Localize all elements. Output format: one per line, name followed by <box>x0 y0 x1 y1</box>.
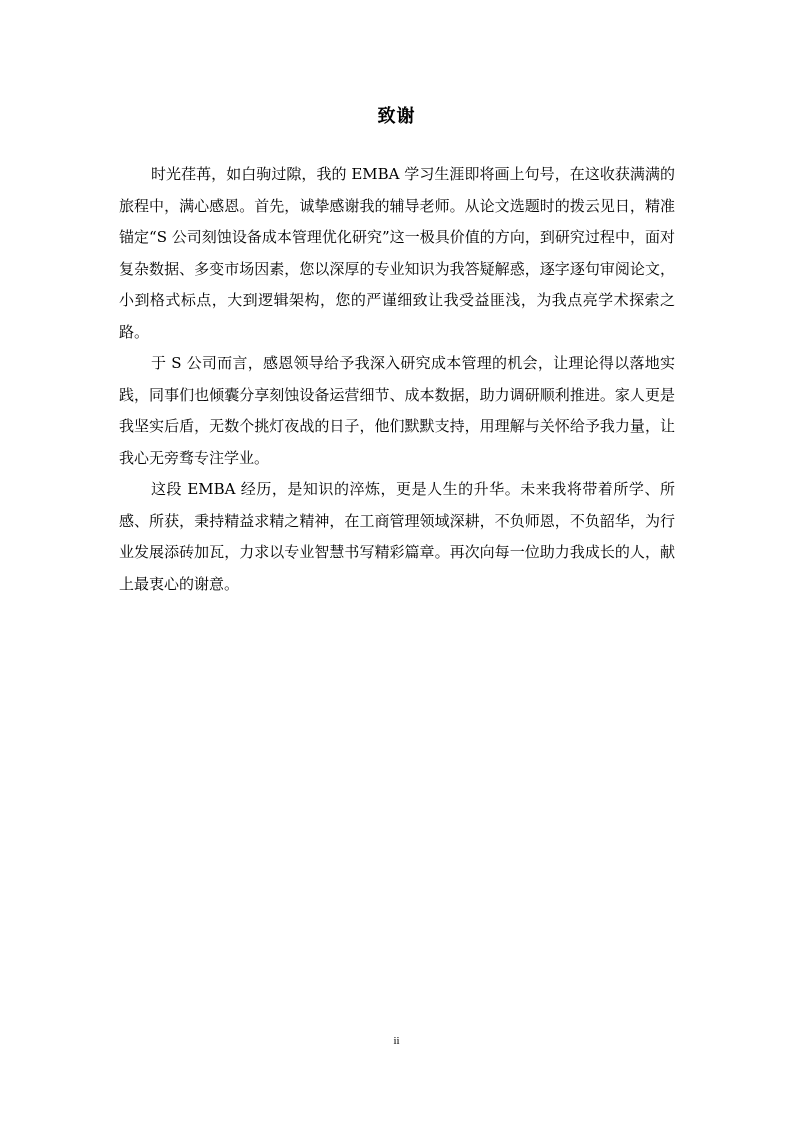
acknowledgement-body <box>119 159 675 600</box>
page-title: 致谢 <box>377 106 416 127</box>
paragraph-closing: 这段 EMBA 经历，是知识的淬炼，更是人生的升华。未来我将带着所学、所感、所获，秉持精益求精之精神，在工商管理领域深耕，不负师恩，不负韶华，为行业发展添砖加瓦，力求以专业智慧书写精彩篇章。再次向每一位助力我成长的人，献上最衷心的谢意。 <box>119 480 675 593</box>
page-number: ii <box>393 1035 400 1047</box>
paragraph-advisor: 时光荏苒，如白驹过隙，我的 EMBA 学习生涯即将画上句号，在这收获满满的旅程中，满心感恩。首先，诚挚感谢我的辅导老师。从论文选题时的拨云见日，精准锚定“S 公司刻蚀设备成本管理优化研究”这一极具价值的方向，到研究过程中，面对复杂数据、多变市场因素，您以深厚的专业知识为我答疑解惑，逐字逐句审阅论文，小到格式标点，大到逻辑架构，您的严谨细致让我受益匪浅，为我点亮学术探索之路。 <box>119 165 675 341</box>
paragraph-company-family: 于 S 公司而言，感恩领导给予我深入研究成本管理的机会，让理论得以落地实践，同事们也倾囊分享刻蚀设备运营细节、成本数据，助力调研顺利推进。家人更是我坚实后盾，无数个挑灯夜战的日子，他们默默支持，用理解与关怀给予我力量，让我心无旁骛专注学业。 <box>119 354 675 467</box>
